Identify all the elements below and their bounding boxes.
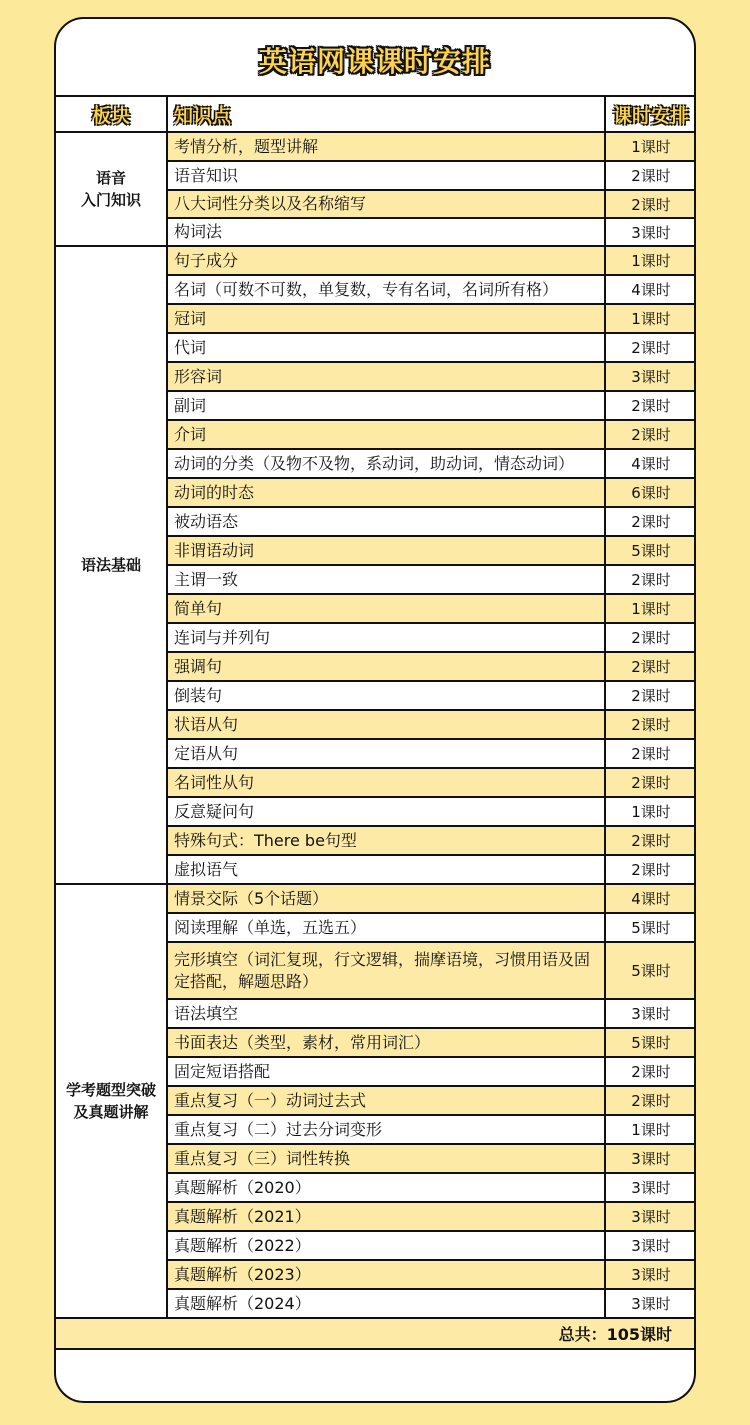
table-header-row bbox=[55, 96, 696, 132]
schedule-table bbox=[54, 95, 696, 1350]
hours-cell: 2课时 bbox=[605, 333, 696, 362]
hours-cell: 3课时 bbox=[605, 1202, 696, 1231]
schedule-card bbox=[54, 17, 696, 1403]
topic-cell: 连词与并列句 bbox=[167, 623, 605, 652]
topic-cell: 真题解析（2020） bbox=[167, 1173, 605, 1202]
topic-cell: 完形填空（词汇复现，行文逻辑，揣摩语境，习惯用语及固定搭配，解题思路） bbox=[167, 942, 605, 999]
header-topic: 知识点 bbox=[167, 96, 605, 132]
hours-cell: 2课时 bbox=[605, 1057, 696, 1086]
hours-cell: 2课时 bbox=[605, 507, 696, 536]
hours-cell: 1课时 bbox=[605, 1115, 696, 1144]
topic-cell: 名词（可数不可数，单复数，专有名词，名词所有格） bbox=[167, 275, 605, 304]
topic-cell: 固定短语搭配 bbox=[167, 1057, 605, 1086]
table-row bbox=[55, 246, 696, 275]
topic-cell: 被动语态 bbox=[167, 507, 605, 536]
hours-cell: 1课时 bbox=[605, 797, 696, 826]
topic-cell: 真题解析（2021） bbox=[167, 1202, 605, 1231]
hours-cell: 5课时 bbox=[605, 1028, 696, 1057]
hours-cell: 5课时 bbox=[605, 942, 696, 999]
hours-cell: 1课时 bbox=[605, 304, 696, 333]
hours-cell: 4课时 bbox=[605, 449, 696, 478]
topic-cell: 考情分析，题型讲解 bbox=[167, 132, 605, 161]
hours-cell: 3课时 bbox=[605, 1260, 696, 1289]
topic-cell: 书面表达（类型，素材，常用词汇） bbox=[167, 1028, 605, 1057]
topic-cell: 状语从句 bbox=[167, 710, 605, 739]
hours-cell: 3课时 bbox=[605, 1173, 696, 1202]
section-name: 语法基础 bbox=[55, 246, 167, 884]
hours-cell: 2课时 bbox=[605, 652, 696, 681]
hours-cell: 2课时 bbox=[605, 391, 696, 420]
topic-cell: 反意疑问句 bbox=[167, 797, 605, 826]
topic-cell: 八大词性分类以及名称缩写 bbox=[167, 190, 605, 218]
topic-cell: 真题解析（2022） bbox=[167, 1231, 605, 1260]
hours-cell: 2课时 bbox=[605, 623, 696, 652]
header-section: 板块 bbox=[55, 96, 167, 132]
topic-cell: 虚拟语气 bbox=[167, 855, 605, 884]
hours-cell: 2课时 bbox=[605, 1086, 696, 1115]
topic-cell: 主谓一致 bbox=[167, 565, 605, 594]
hours-cell: 2课时 bbox=[605, 710, 696, 739]
section-name: 语音 入门知识 bbox=[55, 132, 167, 246]
total-hours: 总共：105课时 bbox=[55, 1318, 696, 1349]
topic-cell: 句子成分 bbox=[167, 246, 605, 275]
topic-cell: 倒装句 bbox=[167, 681, 605, 710]
hours-cell: 5课时 bbox=[605, 913, 696, 942]
topic-cell: 代词 bbox=[167, 333, 605, 362]
hours-cell: 3课时 bbox=[605, 1289, 696, 1318]
hours-cell: 2课时 bbox=[605, 190, 696, 218]
topic-cell: 语法填空 bbox=[167, 999, 605, 1028]
hours-cell: 5课时 bbox=[605, 536, 696, 565]
hours-cell: 3课时 bbox=[605, 1231, 696, 1260]
topic-cell: 副词 bbox=[167, 391, 605, 420]
table-body bbox=[55, 132, 696, 1318]
topic-cell: 形容词 bbox=[167, 362, 605, 391]
table-row bbox=[55, 884, 696, 913]
hours-cell: 4课时 bbox=[605, 275, 696, 304]
topic-cell: 动词的分类（及物不及物，系动词，助动词，情态动词） bbox=[167, 449, 605, 478]
topic-cell: 重点复习（一）动词过去式 bbox=[167, 1086, 605, 1115]
topic-cell: 重点复习（三）词性转换 bbox=[167, 1144, 605, 1173]
section-name: 学考题型突破 及真题讲解 bbox=[55, 884, 167, 1318]
topic-cell: 冠词 bbox=[167, 304, 605, 333]
hours-cell: 2课时 bbox=[605, 855, 696, 884]
topic-cell: 介词 bbox=[167, 420, 605, 449]
topic-cell: 构词法 bbox=[167, 218, 605, 246]
topic-cell: 语音知识 bbox=[167, 161, 605, 190]
hours-cell: 6课时 bbox=[605, 478, 696, 507]
hours-cell: 2课时 bbox=[605, 739, 696, 768]
hours-cell: 2课时 bbox=[605, 565, 696, 594]
topic-cell: 阅读理解（单选，五选五） bbox=[167, 913, 605, 942]
hours-cell: 2课时 bbox=[605, 768, 696, 797]
topic-cell: 特殊句式：There be句型 bbox=[167, 826, 605, 855]
hours-cell: 2课时 bbox=[605, 420, 696, 449]
hours-cell: 1课时 bbox=[605, 132, 696, 161]
hours-cell: 2课时 bbox=[605, 826, 696, 855]
topic-cell: 简单句 bbox=[167, 594, 605, 623]
topic-cell: 动词的时态 bbox=[167, 478, 605, 507]
page-title: 英语网课课时安排 bbox=[258, 45, 491, 78]
topic-cell: 定语从句 bbox=[167, 739, 605, 768]
total-row bbox=[55, 1318, 696, 1349]
hours-cell: 1课时 bbox=[605, 246, 696, 275]
hours-cell: 4课时 bbox=[605, 884, 696, 913]
hours-cell: 2课时 bbox=[605, 161, 696, 190]
topic-cell: 非谓语动词 bbox=[167, 536, 605, 565]
topic-cell: 重点复习（二）过去分词变形 bbox=[167, 1115, 605, 1144]
hours-cell: 2课时 bbox=[605, 681, 696, 710]
header-hours: 课时安排 bbox=[605, 96, 696, 132]
table-row bbox=[55, 132, 696, 161]
topic-cell: 强调句 bbox=[167, 652, 605, 681]
hours-cell: 3课时 bbox=[605, 218, 696, 246]
hours-cell: 1课时 bbox=[605, 594, 696, 623]
hours-cell: 3课时 bbox=[605, 999, 696, 1028]
topic-cell: 真题解析（2024） bbox=[167, 1289, 605, 1318]
hours-cell: 3课时 bbox=[605, 1144, 696, 1173]
topic-cell: 情景交际（5个话题） bbox=[167, 884, 605, 913]
topic-cell: 真题解析（2023） bbox=[167, 1260, 605, 1289]
hours-cell: 3课时 bbox=[605, 362, 696, 391]
topic-cell: 名词性从句 bbox=[167, 768, 605, 797]
